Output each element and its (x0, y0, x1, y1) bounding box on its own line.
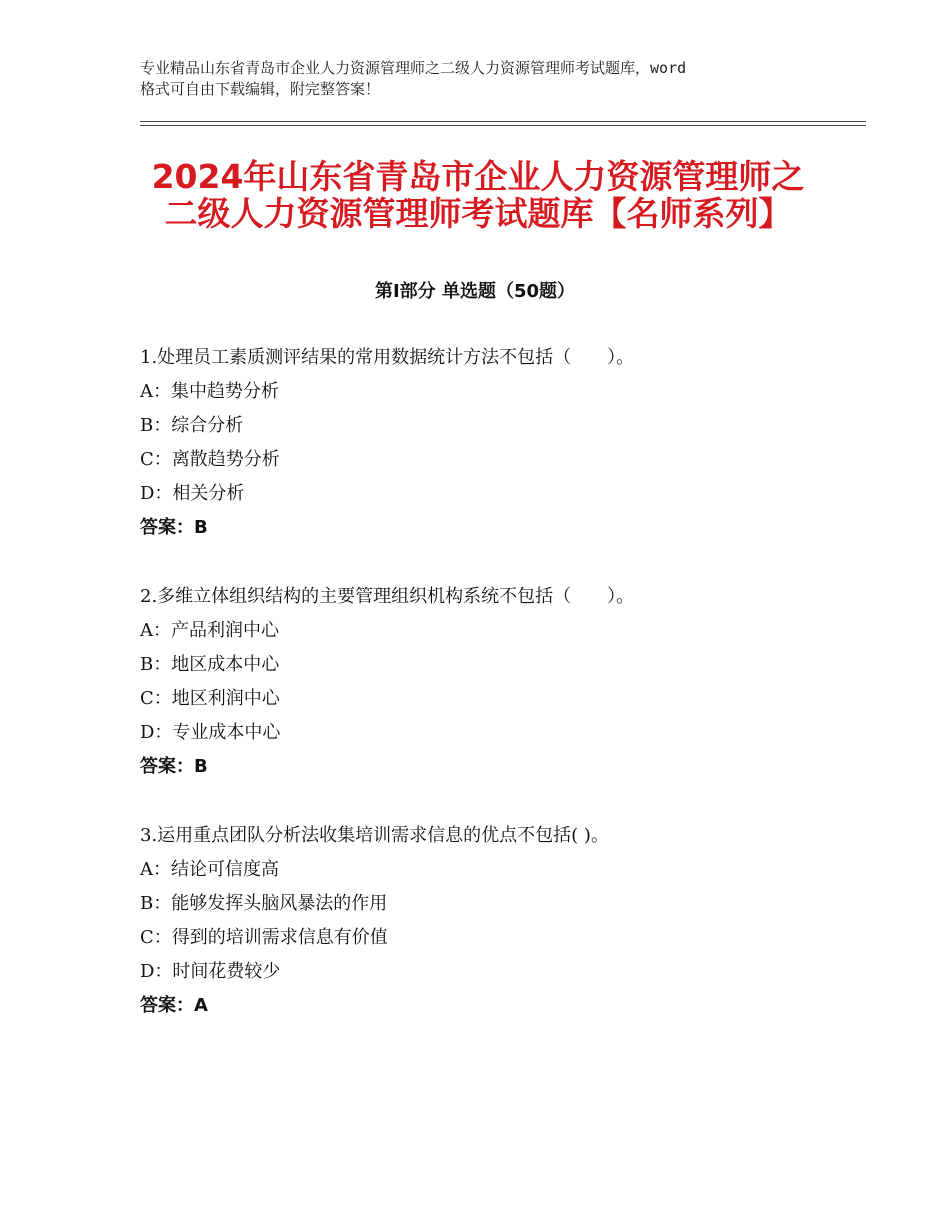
question-block (140, 341, 840, 545)
section-heading: 第Ⅰ部分 单选题（50题） (374, 281, 575, 302)
option-a: A：产品利润中心 (140, 620, 279, 641)
answer-line: 答案：B (140, 756, 208, 777)
answer-line: 答案：A (140, 995, 208, 1016)
header-divider-thin (140, 121, 866, 122)
question-block (140, 580, 840, 784)
answer-line: 答案：B (140, 517, 208, 538)
option-d: D：相关分析 (140, 483, 245, 504)
header-note (140, 58, 830, 100)
option-c: C：离散趋势分析 (140, 449, 280, 470)
document-title (140, 158, 816, 232)
header-divider-thick (140, 125, 866, 126)
option-b: B：能够发挥头脑风暴法的作用 (140, 893, 388, 914)
question-stem: 2.多维立体组织结构的主要管理组织机构系统不包括（ ）。 (140, 586, 635, 607)
option-c: C：得到的培训需求信息有价值 (140, 927, 388, 948)
option-b: B：地区成本中心 (140, 654, 280, 675)
header-note-line-1: 专业精品山东省青岛市企业人力资源管理师之二级人力资源管理师考试题库，word (140, 59, 687, 77)
option-b: B：综合分析 (140, 415, 244, 436)
option-a: A：结论可信度高 (140, 859, 279, 880)
option-d: D：时间花费较少 (140, 961, 281, 982)
option-d: D：专业成本中心 (140, 722, 281, 743)
document-title-line-1: 2024年山东省青岛市企业人力资源管理师之 (151, 157, 805, 196)
question-stem: 3.运用重点团队分析法收集培训需求信息的优点不包括( )。 (140, 825, 609, 846)
document-title-line-2: 二级人力资源管理师考试题库【名师系列】 (164, 194, 792, 233)
question-stem: 1.处理员工素质测评结果的常用数据统计方法不包括（ ）。 (140, 347, 635, 368)
option-a: A：集中趋势分析 (140, 381, 279, 402)
question-block (140, 819, 840, 1023)
header-note-line-2: 格式可自由下载编辑，附完整答案！ (140, 80, 381, 98)
option-c: C：地区利润中心 (140, 688, 280, 709)
